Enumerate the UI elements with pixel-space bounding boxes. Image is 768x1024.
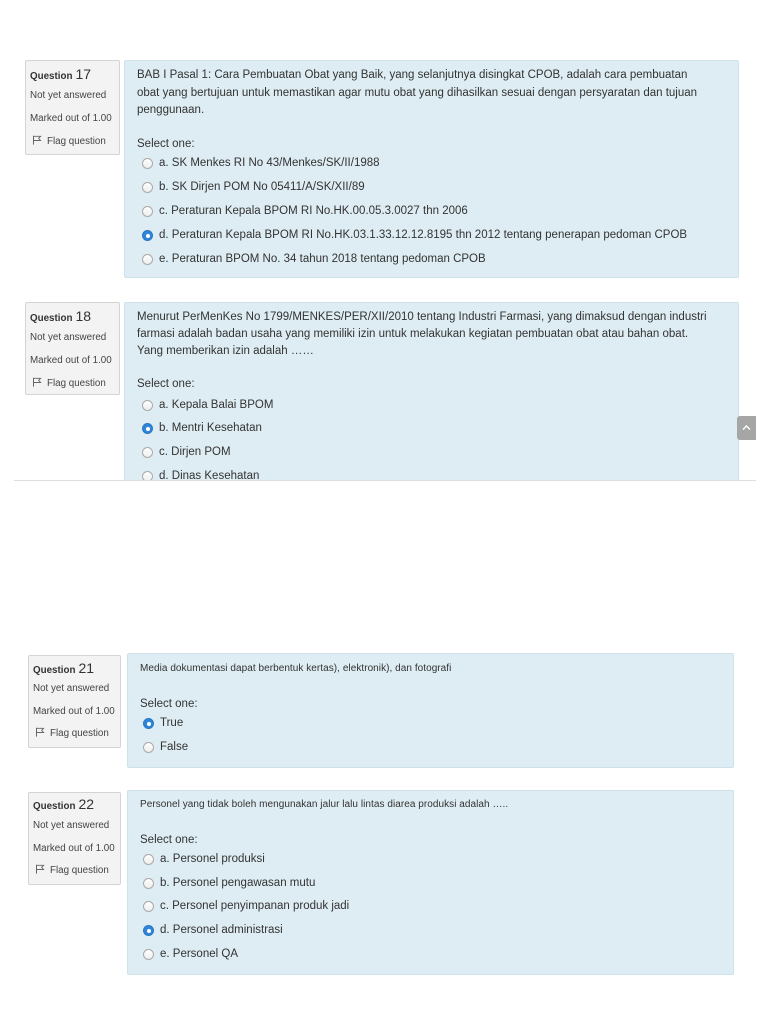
select-one-prompt: Select one: <box>140 834 198 846</box>
radio-button[interactable] <box>142 254 153 265</box>
question-state: Not yet answered <box>30 90 107 101</box>
question-text-line: Personel yang tidak boleh mengunakan jalur lalu lintas diarea produksi adalah ….. <box>140 799 509 810</box>
radio-button[interactable] <box>142 206 153 217</box>
answer-option[interactable] <box>125 442 738 462</box>
question-content <box>127 790 734 975</box>
question-label: Question <box>33 665 76 676</box>
question-number <box>33 795 94 813</box>
radio-button[interactable] <box>143 742 154 753</box>
flag-question-button[interactable] <box>35 727 109 741</box>
question-number-value: 18 <box>75 308 92 324</box>
flag-question-label: Flag question <box>47 378 106 389</box>
answer-option[interactable] <box>125 201 738 221</box>
radio-button[interactable] <box>142 158 153 169</box>
answer-option[interactable] <box>128 920 733 940</box>
answer-option[interactable] <box>125 153 738 173</box>
screenshot-edge <box>14 480 756 481</box>
question-text-line: BAB I Pasal 1: Cara Pembuatan Obat yang Baik, yang selanjutnya disingkat CPOB, adalah cara pembuatan <box>137 69 688 81</box>
select-one-prompt: Select one: <box>137 378 195 390</box>
answer-option[interactable] <box>128 873 733 893</box>
radio-button[interactable] <box>142 400 153 411</box>
answer-option-label: d. Personel administrasi <box>160 924 283 936</box>
answer-option[interactable] <box>128 896 733 916</box>
radio-button[interactable] <box>143 925 154 936</box>
answer-option-label: True <box>160 717 184 729</box>
answer-option-label: b. SK Dirjen POM No 05411/A/SK/XII/89 <box>159 181 365 193</box>
answer-option-label: b. Personel pengawasan mutu <box>160 877 316 889</box>
question-text-line: penggunaan. <box>137 104 205 116</box>
question-content <box>127 653 734 768</box>
screenshot-top <box>0 0 758 480</box>
answer-option[interactable] <box>128 713 733 733</box>
question-label: Question <box>33 801 76 812</box>
question-number-value: 22 <box>78 796 95 812</box>
question-text-line: Media dokumentasi dapat berbentuk kertas), elektronik), dan fotografi <box>140 663 452 674</box>
radio-button[interactable] <box>142 230 153 241</box>
answer-option-label: c. Personel penyimpanan produk jadi <box>160 900 350 912</box>
answer-option-label: a. SK Menkes RI No 43/Menkes/SK/II/1988 <box>159 157 380 169</box>
question-info <box>28 655 121 748</box>
answer-option[interactable] <box>125 466 738 480</box>
answer-option-label: a. Personel produksi <box>160 853 265 865</box>
question-grade: Marked out of 1.00 <box>33 706 115 717</box>
radio-button[interactable] <box>142 182 153 193</box>
question-grade: Marked out of 1.00 <box>30 113 112 124</box>
flag-question-label: Flag question <box>50 865 109 876</box>
question-state: Not yet answered <box>30 332 107 343</box>
radio-button[interactable] <box>142 423 153 434</box>
question-grade: Marked out of 1.00 <box>33 843 115 854</box>
flag-question-button[interactable] <box>32 135 106 149</box>
radio-button[interactable] <box>142 471 153 480</box>
radio-button[interactable] <box>143 854 154 865</box>
flag-question-button[interactable] <box>35 864 109 878</box>
flag-question-button[interactable] <box>32 377 106 391</box>
answer-option-label: b. Mentri Kesehatan <box>159 422 262 434</box>
question-grade: Marked out of 1.00 <box>30 355 112 366</box>
question-info <box>25 302 120 395</box>
answer-option-label: a. Kepala Balai BPOM <box>159 399 274 411</box>
question-number-value: 17 <box>75 66 92 82</box>
chevron-up-icon <box>742 424 751 431</box>
answer-option[interactable] <box>125 418 738 438</box>
flag-icon <box>35 864 45 874</box>
question-content <box>124 302 739 480</box>
question-info <box>28 792 121 885</box>
question-number <box>33 659 94 677</box>
question-label: Question <box>30 71 73 82</box>
question-text-line: obat yang bertujuan untuk memastikan agar mutu obat yang dihasilkan sesuai dengan persyaratan dan tujuan <box>137 87 698 99</box>
radio-button[interactable] <box>143 901 154 912</box>
answer-option[interactable] <box>125 249 738 269</box>
answer-option[interactable] <box>128 849 733 869</box>
radio-button[interactable] <box>143 718 154 729</box>
flag-icon <box>35 727 45 737</box>
question-state: Not yet answered <box>33 683 110 694</box>
answer-option[interactable] <box>125 177 738 197</box>
answer-option-label: e. Peraturan BPOM No. 34 tahun 2018 tentang pedoman CPOB <box>159 253 486 265</box>
answer-option[interactable] <box>128 944 733 964</box>
answer-option[interactable] <box>125 395 738 415</box>
answer-option-label: c. Dirjen POM <box>159 446 231 458</box>
select-one-prompt: Select one: <box>140 698 198 710</box>
radio-button[interactable] <box>143 949 154 960</box>
question-text-line: Yang memberikan izin adalah …… <box>137 345 314 357</box>
question-number-value: 21 <box>78 660 95 676</box>
question-text-line: farmasi adalah badan usaha yang memiliki izin untuk melakukan kegiatan pembuatan obat atau bahan obat. <box>137 328 689 340</box>
flag-question-label: Flag question <box>50 728 109 739</box>
radio-button[interactable] <box>142 447 153 458</box>
question-label: Question <box>30 313 73 324</box>
question-number <box>30 65 91 83</box>
scroll-to-top-button[interactable] <box>737 416 756 440</box>
flag-icon <box>32 135 42 145</box>
question-state: Not yet answered <box>33 820 110 831</box>
question-info <box>25 60 120 155</box>
question-content <box>124 60 739 278</box>
flag-icon <box>32 377 42 387</box>
answer-option-label: d. Peraturan Kepala BPOM RI No.HK.03.1.33.12.12.8195 thn 2012 tentang penerapan pedoman CPOB <box>159 229 688 241</box>
flag-question-label: Flag question <box>47 136 106 147</box>
question-number <box>30 307 91 325</box>
answer-option-label: d. Dinas Kesehatan <box>159 470 260 480</box>
answer-option[interactable] <box>128 737 733 757</box>
answer-option-label: e. Personel QA <box>160 948 238 960</box>
radio-button[interactable] <box>143 878 154 889</box>
question-text-line: Menurut PerMenKes No 1799/MENKES/PER/XII/2010 tentang Industri Farmasi, yang dimaksud dengan industri <box>137 311 707 323</box>
select-one-prompt: Select one: <box>137 138 195 150</box>
answer-option-label: c. Peraturan Kepala BPOM RI No.HK.00.05.3.0027 thn 2006 <box>159 205 468 217</box>
answer-option[interactable] <box>125 225 738 245</box>
answer-option-label: False <box>160 741 189 753</box>
